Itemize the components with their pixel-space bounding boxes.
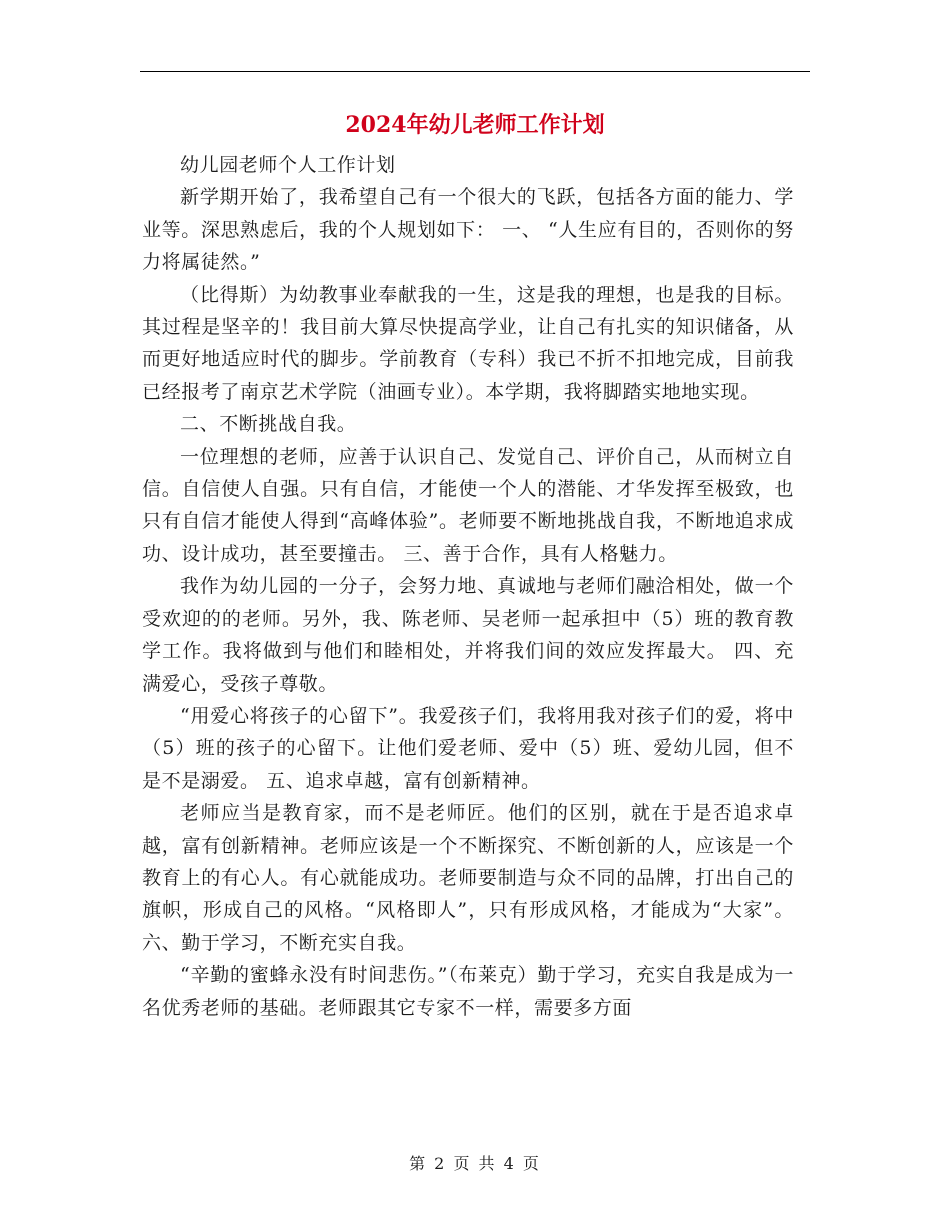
document-title: 2024年幼儿老师工作计划 [345, 112, 605, 138]
paragraph: 新学期开始了，我希望自己有一个很大的飞跃，包括各方面的能力、学业等。深思熟虑后，我的个人规划如下： 一、 “人生应有目的，否则你的努力将属徒然。” [142, 186, 794, 274]
page-number: 第 2 页 共 4 页 [409, 1154, 541, 1173]
paragraph: 我作为幼儿园的一分子，会努力地、真诚地与老师们融洽相处，做一个受欢迎的的老师。另外，我、陈老师、吴老师一起承担中（5）班的教育教学工作。我将做到与他们和睦相处，并将我们间的效应发挥最大。 四、充满爱心，受孩子尊敬。 [142, 575, 794, 695]
document-body [142, 149, 794, 1024]
paragraph-heading: 二、不断挑战自我。 [180, 413, 357, 436]
header-rule [140, 71, 810, 72]
paragraph: 一位理想的老师，应善于认识自己、发觉自己、评价自己，从而树立自信。自信使人自强。只有自信，才能使一个人的潜能、才华发挥至极致，也只有自信才能使人得到“高峰体验”。老师要不断地挑战自我，不断地追求成功、设计成功，甚至要撞击。 三、善于合作，具有人格魅力。 [142, 445, 794, 565]
paragraph: “辛勤的蜜蜂永没有时间悲伤。”（布莱克）勤于学习，充实自我是成为一名优秀老师的基础。老师跟其它专家不一样，需要多方面 [142, 964, 794, 1019]
paragraph: “用爱心将孩子的心留下”。我爱孩子们，我将用我对孩子们的爱，将中（5）班的孩子的心留下。让他们爱老师、爱中（5）班、爱幼儿园，但不是不是溺爱。 五、追求卓越，富有创新精神。 [142, 704, 794, 792]
paragraph: 老师应当是教育家，而不是老师匠。他们的区别，就在于是否追求卓越，富有创新精神。老师应该是一个不断探究、不断创新的人，应该是一个教育上的有心人。有心就能成功。老师要制造与众不同的品牌，打出自己的旗帜，形成自己的风格。“风格即人”，只有形成风格，才能成为“大家”。 六、勤于学习，不断充实自我。 [142, 802, 794, 954]
paragraph-subtitle: 幼儿园老师个人工作计划 [180, 154, 396, 176]
paragraph: （比得斯）为幼教事业奉献我的一生，这是我的理想，也是我的目标。其过程是坚辛的！我目前大算尽快提高学业，让自己有扎实的知识储备，从而更好地适应时代的脚步。学前教育（专科）我已不折不扣地完成，目前我已经报考了南京艺术学院（油画专业）。本学期，我将脚踏实地地实现。 [142, 283, 794, 403]
